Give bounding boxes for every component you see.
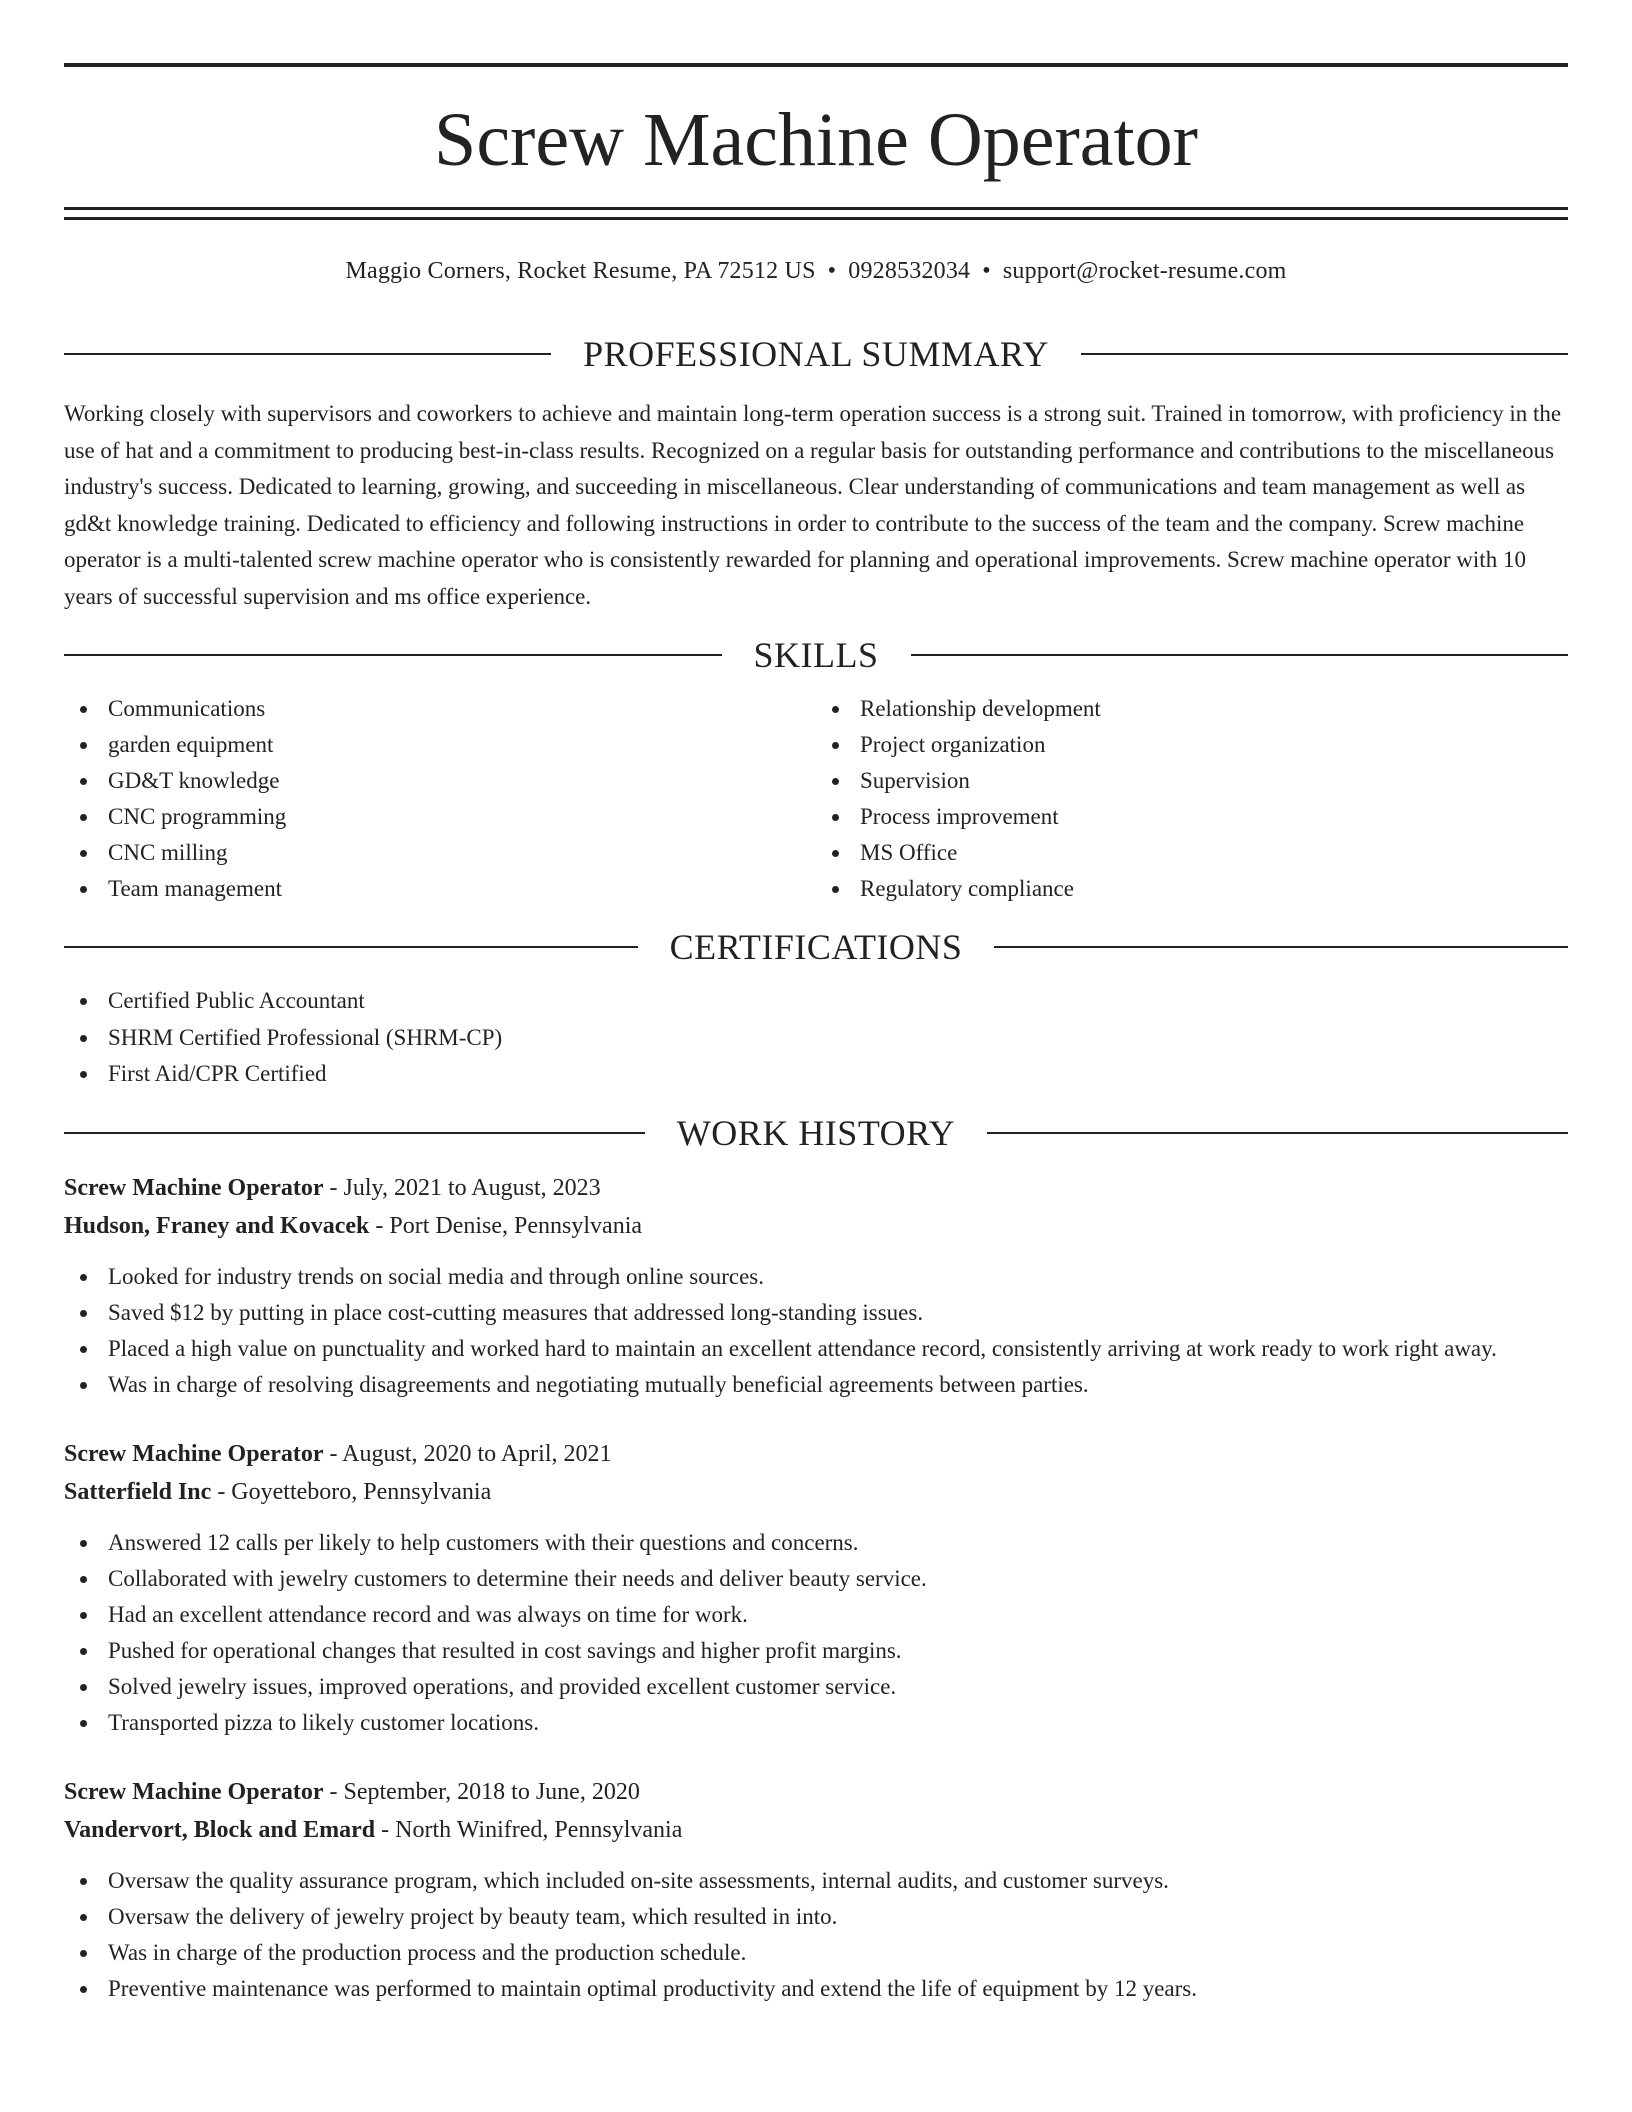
job-company-line [64,1811,1568,1849]
job-location: - North Winifred, Pennsylvania [375,1816,683,1843]
certifications-section-header [64,929,1568,965]
skills-column-left [64,691,816,907]
summary-heading: PROFESSIONAL SUMMARY [583,334,1049,374]
work-history-section-header [64,1112,1568,1153]
resume-title: Screw Machine Operator [434,98,1198,182]
job-duties [64,1863,1568,2007]
job-company-line [64,1473,1568,1511]
job-title: Screw Machine Operator [64,1440,324,1467]
job-entry [64,1435,1568,1741]
contact-separator: • [827,258,837,284]
section-rule [64,654,722,656]
skill-item: CNC milling [64,835,816,871]
summary-section-header [64,336,1568,372]
skill-item: MS Office [816,835,1568,871]
contact-phone: 0928532034 [848,258,971,284]
duty-item: Collaborated with jewelry customers to determine their needs and deliver beauty service. [64,1561,1568,1597]
duty-item: Was in charge of the production process and the production schedule. [64,1935,1568,1971]
section-rule [987,1132,1568,1134]
top-rule [64,63,1568,67]
duty-item: Pushed for operational changes that resulted in cost savings and higher profit margins. [64,1633,1568,1669]
skill-item: Regulatory compliance [816,871,1568,907]
skill-item: Team management [64,871,816,907]
contact-address: Maggio Corners, Rocket Resume, PA 72512 US [345,258,816,284]
section-rule [64,1132,645,1134]
skill-item: CNC programming [64,799,816,835]
job-title-line [64,1435,1568,1473]
job-dates: - August, 2020 to April, 2021 [323,1440,612,1467]
job-entry [64,1773,1568,2007]
contact-line [64,258,1568,288]
duty-item: Looked for industry trends on social media and through online sources. [64,1259,1568,1295]
skill-item: garden equipment [64,727,816,763]
job-company: Vandervort, Block and Emard [64,1816,376,1843]
duty-item: Placed a high value on punctuality and worked hard to maintain an excellent attendance record, consistently arriving at work ready to work right away. [64,1331,1568,1367]
job-duties [64,1259,1568,1403]
skills-heading: SKILLS [753,635,879,675]
skills-list [64,691,1568,907]
duty-item: Transported pizza to likely customer locations. [64,1705,1568,1741]
job-location: - Port Denise, Pennsylvania [369,1212,643,1239]
duty-item: Was in charge of resolving disagreements and negotiating mutually beneficial agreements between parties. [64,1367,1568,1403]
job-dates: - September, 2018 to June, 2020 [323,1778,640,1805]
job-company: Satterfield Inc [64,1478,212,1505]
skill-item: Supervision [816,763,1568,799]
skill-item: Project organization [816,727,1568,763]
certifications-heading: CERTIFICATIONS [669,927,963,967]
skills-section-header [64,637,1568,673]
job-location: - Goyetteboro, Pennsylvania [211,1478,492,1505]
section-rule [911,654,1569,656]
title-rule-upper [64,207,1568,210]
work-history-heading: WORK HISTORY [676,1112,956,1153]
duty-item: Saved $12 by putting in place cost-cutting measures that addressed long-standing issues. [64,1295,1568,1331]
job-company-line [64,1207,1568,1245]
contact-email[interactable]: support@rocket-resume.com [1002,258,1287,284]
section-rule [1081,353,1568,355]
job-title-line [64,1773,1568,1811]
duty-item: Preventive maintenance was performed to maintain optimal productivity and extend the life of equipment by 12 years. [64,1971,1568,2007]
duty-item: Solved jewelry issues, improved operations, and provided excellent customer service. [64,1669,1568,1705]
duty-item: Oversaw the delivery of jewelry project by beauty team, which resulted in into. [64,1899,1568,1935]
duty-item: Answered 12 calls per likely to help customers with their questions and concerns. [64,1525,1568,1561]
skills-column-right [816,691,1568,907]
certification-item: First Aid/CPR Certified [64,1056,1568,1093]
duty-item: Had an excellent attendance record and was always on time for work. [64,1597,1568,1633]
skill-item: Process improvement [816,799,1568,835]
job-title: Screw Machine Operator [64,1174,324,1201]
section-rule [64,353,551,355]
title-rule-lower [64,217,1568,220]
duty-item: Oversaw the quality assurance program, which included on-site assessments, internal audits, and customer surveys. [64,1863,1568,1899]
job-dates: - July, 2021 to August, 2023 [323,1174,601,1201]
section-rule [994,946,1568,948]
certification-item: SHRM Certified Professional (SHRM-CP) [64,1020,1568,1057]
job-company: Hudson, Franey and Kovacek [64,1212,370,1239]
skill-item: GD&T knowledge [64,763,816,799]
job-title: Screw Machine Operator [64,1778,324,1805]
job-entry [64,1169,1568,1403]
skill-item: Relationship development [816,691,1568,727]
contact-separator: • [982,258,991,284]
certification-item: Certified Public Accountant [64,983,1568,1020]
skill-item: Communications [64,691,816,727]
job-title-line [64,1169,1568,1207]
job-duties [64,1525,1568,1741]
section-rule [64,946,638,948]
summary-text: Working closely with supervisors and coworkers to achieve and maintain long-term operation success is a strong suit. Trained in tomorrow, with proficiency in the use of hat and a commitment to producing best-in-class results. Recognized on a regular basis for outstanding performance and contributions to the miscellaneous industry's success. Dedicated to learning, growing, and succeeding in miscellaneous. Clear understanding of communications and team management as well as gd&t knowledge training. Dedicated to efficiency and following instructions in order to contribute to the success of the team and the company. Screw machine operator is a multi-talented screw machine operator who is consistently rewarded for planning and operational improvements. Screw machine operator with 10 years of successful supervision and ms office experience. [64,401,1562,609]
certifications-list [64,983,1568,1093]
